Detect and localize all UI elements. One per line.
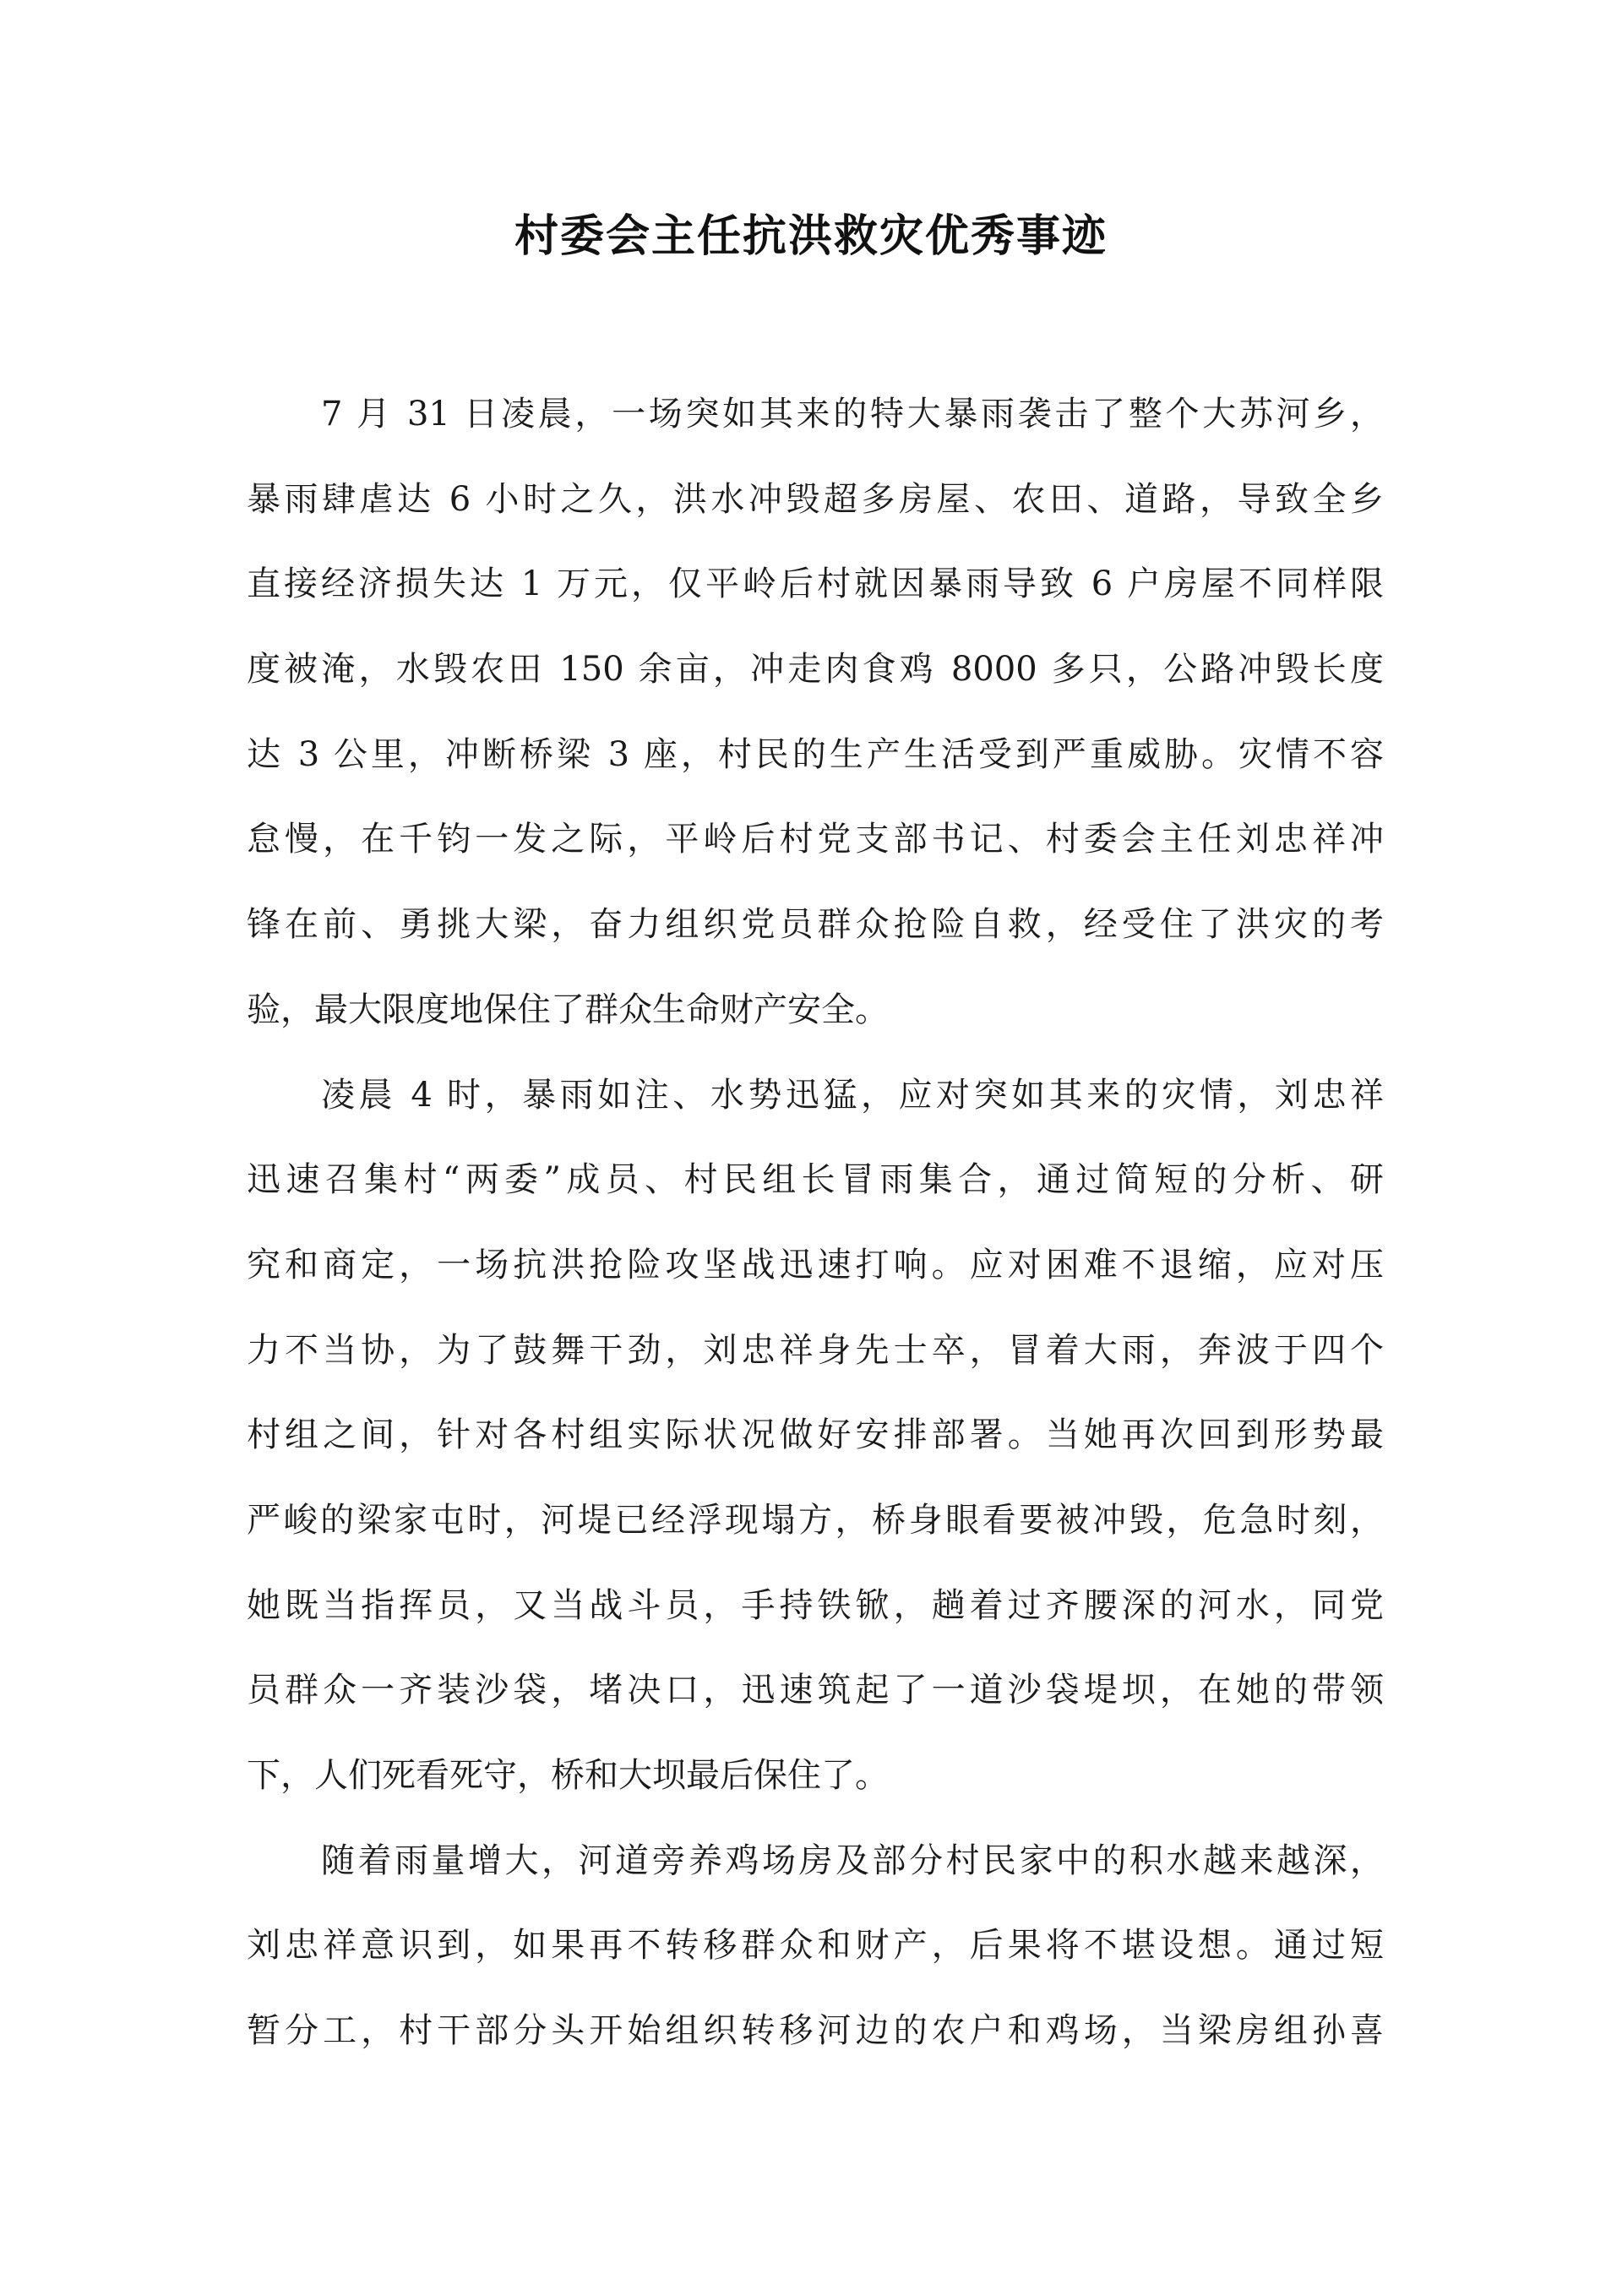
text-line: 暴雨肆虐达 6 小时之久，洪水冲毁超多房屋、农田、道路，导致全乡 [247,479,1384,519]
text-line: 严峻的梁家屯时，河堤已经浮现塌方，桥身眼看要被冲毁，危急时刻， [247,1500,1384,1540]
text-line: 凌晨 4 时，暴雨如注、水势迅猛，应对突如其来的灾情，刘忠祥 [321,1075,1384,1115]
paragraph-1 [247,372,1384,1053]
text-line: 迅速召集村“两委”成员、村民组长冒雨集合，通过简短的分析、研 [247,1160,1384,1200]
text-line: 她既当指挥员，又当战斗员，手持铁锨，趟着过齐腰深的河水，同党 [247,1585,1384,1625]
document-title: 村委会主任抗洪救灾优秀事迹 [514,210,1108,262]
text-line: 锋在前、勇挑大梁，奋力组织党员群众抢险自救，经受住了洪灾的考 [247,905,1384,945]
text-line: 刘忠祥意识到，如果再不转移群众和财产，后果将不堪设想。通过短 [247,1926,1384,1966]
text-line: 达 3 公里，冲断桥梁 3 座，村民的生产生活受到严重威胁。灾情不容 [247,734,1384,774]
text-line: 度被淹，水毁农田 150 余亩，冲走肉食鸡 8000 多只，公路冲毁长度 [247,650,1384,690]
text-line: 暂分工，村干部分头开始组织转移河边的农户和鸡场，当梁房组孙喜 [247,2011,1384,2051]
text-line: 直接经济损失达 1 万元，仅平岭后村就因暴雨导致 6 户房屋不同样限 [247,564,1384,604]
text-line: 村组之间，针对各村组实际状况做好安排部署。当她再次回到形势最 [247,1415,1384,1455]
paragraph-2 [247,1053,1384,1819]
text-line: 怠慢，在千钧一发之际，平岭后村党支部书记、村委会主任刘忠祥冲 [247,820,1384,859]
text-line: 7 月 31 日凌晨，一场突如其来的特大暴雨袭击了整个大苏河乡， [321,395,1384,434]
text-line: 究和商定，一场抗洪抢险攻坚战迅速打响。应对困难不退缩，应对压 [247,1245,1384,1284]
text-line: 随着雨量增大，河道旁养鸡场房及部分村民家中的积水越来越深， [321,1841,1384,1880]
text-line: 下，人们死看死守，桥和大坝最后保住了。 [247,1756,889,1795]
text-line: 力不当协，为了鼓舞干劲，刘忠祥身先士卒，冒着大雨，奔波于四个 [247,1330,1384,1370]
text-line: 验，最大限度地保住了群众生命财产安全。 [247,990,889,1029]
text-line: 员群众一齐装沙袋，堵决口，迅速筑起了一道沙袋堤坝，在她的带领 [247,1671,1384,1710]
paragraph-3 [247,1819,1384,2074]
document-body [247,372,1384,2074]
